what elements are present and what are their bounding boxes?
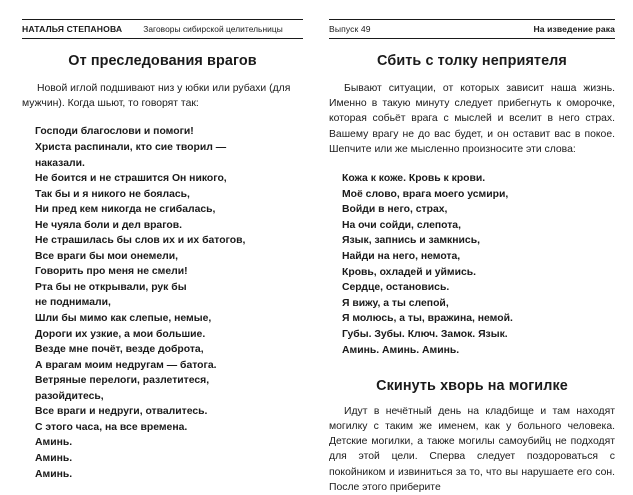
spell-line: А врагам моим недругам — батога.: [35, 359, 217, 371]
left-intro-paragraph: Новой иглой подшивают низ у юбки или рубахи (для мужчин). Когда шьют, то говорят так:: [22, 83, 291, 110]
spell-line: Я вижу, а ты слепой,: [342, 297, 449, 309]
running-head-topic: На изведение рака: [533, 23, 615, 34]
spell-line: Войди в него, страх,: [342, 204, 448, 216]
spell-line: Я молюсь, а ты, вражина, немой.: [342, 313, 513, 325]
spell-line: Шли бы мимо как слепые, немые,: [35, 313, 212, 325]
spell-line: Аминь. Аминь. Аминь.: [342, 344, 460, 356]
running-head-rule-bottom: [22, 38, 303, 39]
spell-line: Кровь, охладей и уймись.: [342, 266, 477, 278]
spell-line: разойдитесь,: [35, 390, 104, 402]
spell-line: Ни пред кем никогда не сгибалась,: [35, 204, 216, 216]
right-intro-paragraph: Бывают ситуации, от которых зависит наша жизнь. Именно в такую минуту следует прибегнуть к оморочке, которая собьёт врага с мыслей и вселит в него страх. Вашему врагу не до вас будет, и он оставит вас в покое. Шепчите или же мысленно произносите эти слова:: [329, 83, 615, 155]
spell-line: Аминь.: [35, 468, 73, 480]
running-head-rule-bottom: [329, 38, 615, 39]
running-head-row: [22, 20, 303, 38]
spell-line: Дороги их узкие, а мои большие.: [35, 328, 206, 340]
spell-line: Язык, запнись и замкнись,: [342, 235, 480, 247]
spell-line: Сердце, остановись.: [342, 282, 450, 294]
left-section-title: От преследования врагов: [68, 52, 257, 69]
spell-line: Моё слово, врага моего усмири,: [342, 188, 509, 200]
left-page-column: [0, 0, 316, 493]
right-spell-block: [329, 171, 615, 358]
spell-line: Аминь.: [35, 437, 73, 449]
spell-line: Найди на него, немота,: [342, 251, 461, 263]
spell-line: С этого часа, на все времена.: [35, 421, 188, 433]
running-head-row: [329, 20, 615, 38]
spell-line: Не боится и не страшится Он никого,: [35, 173, 227, 185]
spell-line: Везде мне почёт, везде доброта,: [35, 344, 204, 356]
spell-line: Все враги и недруги, отвалитесь.: [35, 406, 208, 418]
right-section-title: Сбить с толку неприятеля: [377, 52, 567, 69]
right-page-column: [316, 0, 633, 493]
spell-line: не поднимали,: [35, 297, 111, 309]
right-second-section-title: Скинуть хворь на могилке: [376, 378, 568, 395]
spell-line: наказали.: [35, 157, 85, 169]
spell-line: Губы. Зубы. Ключ. Замок. Язык.: [342, 329, 508, 341]
spell-line: Христа распинали, кто сие творил —: [35, 142, 227, 154]
spell-line: Кожа к коже. Кровь к крови.: [342, 173, 486, 185]
spell-line: Аминь.: [35, 452, 73, 464]
spell-line: Не страшилась бы слов их и их батогов,: [35, 235, 246, 247]
spell-line: Рта бы не открывали, рук бы: [35, 281, 187, 293]
spell-line: Так бы и я никого не боялась,: [35, 188, 190, 200]
spell-line: Господи благослови и помоги!: [35, 126, 194, 138]
running-head-series: Заговоры сибирской целительницы: [143, 23, 283, 34]
spell-line: Все враги бы мои онемели,: [35, 250, 179, 262]
left-spell-block: [22, 124, 303, 482]
right-running-head: [329, 16, 615, 42]
running-head-author: НАТАЛЬЯ СТЕПАНОВА: [22, 23, 123, 34]
spell-line: Не чуяла боли и дел врагов.: [35, 219, 183, 231]
spell-line: На очи сойди, слепота,: [342, 219, 461, 231]
right-second-paragraph: Идут в нечётный день на кладбище и там находят могилку с таким же именем, как у больного человека. Детские могилки, а также могилы самоубийц не подходят для этой цели. Сперва следует поздороваться с покойником и извиниться за то, что вы нарушаете его сон. После этого приберите: [329, 405, 615, 493]
spell-line: Говорить про меня не смели!: [35, 266, 188, 278]
left-running-head: [22, 16, 303, 42]
spell-line: Ветряные перелоги, разлетитеся,: [35, 375, 210, 387]
running-head-issue: Выпуск 49: [329, 23, 371, 34]
